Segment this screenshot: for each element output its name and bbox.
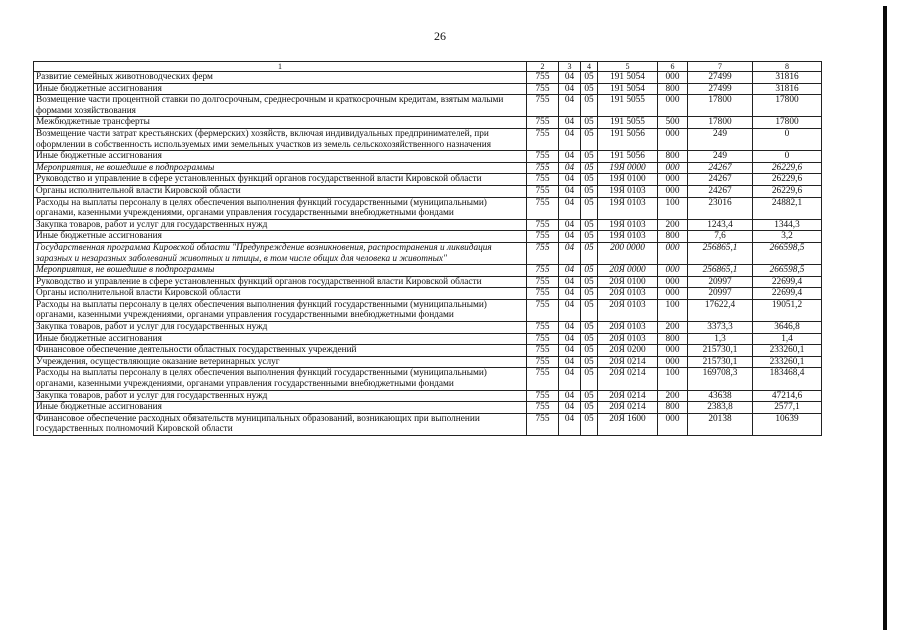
row-subsection-cell: 05 [581,174,598,186]
row-grbs-cell: 755 [527,402,559,414]
row-subsection-cell: 05 [581,128,598,150]
page-number: 26 [434,29,446,43]
row-section-cell: 04 [559,174,581,186]
row-name-cell: Закупка товаров, работ и услуг для государственных нужд [34,390,527,402]
row-amount-col7-cell: 215730,1 [688,345,753,357]
row-name-cell: Иные бюджетные ассигнования [34,83,527,95]
row-grbs-cell: 755 [527,151,559,163]
row-grbs-cell: 755 [527,333,559,345]
row-name-cell: Мероприятия, не вошедшие в подпрограммы [34,162,527,174]
table-row [34,299,822,321]
row-section-cell: 04 [559,83,581,95]
row-name-cell: Мероприятия, не вошедшие в подпрограммы [34,265,527,277]
row-amount-col8-cell: 22699,4 [753,288,822,300]
row-section-cell: 04 [559,356,581,368]
row-section-cell: 04 [559,288,581,300]
row-amount-col7-cell: 43638 [688,390,753,402]
table-row [34,117,822,129]
row-section-cell: 04 [559,219,581,231]
row-section-cell: 04 [559,185,581,197]
row-subsection-cell: 05 [581,219,598,231]
row-name-cell: Закупка товаров, работ и услуг для государственных нужд [34,322,527,334]
row-amount-col8-cell: 266598,5 [753,242,822,264]
table-row [34,390,822,402]
row-amount-col7-cell: 20997 [688,288,753,300]
column-header: 3 [559,62,581,72]
row-expense-type-cell: 000 [658,185,688,197]
row-subsection-cell: 05 [581,413,598,435]
row-amount-col8-cell: 17800 [753,95,822,117]
row-amount-col7-cell: 24267 [688,162,753,174]
row-expense-type-cell: 000 [658,162,688,174]
table-body [34,72,822,436]
row-name-cell: Иные бюджетные ассигнования [34,402,527,414]
column-header: 1 [34,62,527,72]
row-amount-col8-cell: 31816 [753,83,822,95]
column-header: 5 [598,62,658,72]
row-grbs-cell: 755 [527,174,559,186]
row-subsection-cell: 05 [581,242,598,264]
table-row [34,356,822,368]
row-name-cell: Закупка товаров, работ и услуг для государственных нужд [34,219,527,231]
row-section-cell: 04 [559,128,581,150]
row-amount-col8-cell: 31816 [753,72,822,84]
table-row [34,288,822,300]
row-amount-col7-cell: 256865,1 [688,242,753,264]
row-target-article-cell: 20Я 0103 [598,299,658,321]
row-grbs-cell: 755 [527,83,559,95]
row-amount-col8-cell: 26229,6 [753,185,822,197]
row-amount-col7-cell: 27499 [688,83,753,95]
row-grbs-cell: 755 [527,162,559,174]
row-target-article-cell: 20Я 0214 [598,390,658,402]
row-amount-col7-cell: 1,3 [688,333,753,345]
row-target-article-cell: 191 5056 [598,151,658,163]
row-amount-col7-cell: 3373,3 [688,322,753,334]
row-subsection-cell: 05 [581,265,598,277]
table-row [34,162,822,174]
row-expense-type-cell: 000 [658,356,688,368]
table-row [34,151,822,163]
row-section-cell: 04 [559,117,581,129]
row-expense-type-cell: 000 [658,345,688,357]
row-expense-type-cell: 000 [658,242,688,264]
row-name-cell: Финансовое обеспечение расходных обязательств муниципальных образований, возникающих при выполнении государственных полномочий Кировской области [34,413,527,435]
row-amount-col7-cell: 20997 [688,276,753,288]
row-name-cell: Расходы на выплаты персоналу в целях обеспечения выполнения функций государственными (муниципальными) органами, казенными учреждениями, органами управления государственными внебюджетными фондами [34,368,527,390]
row-amount-col8-cell: 24882,1 [753,197,822,219]
row-grbs-cell: 755 [527,276,559,288]
row-subsection-cell: 05 [581,185,598,197]
row-section-cell: 04 [559,333,581,345]
row-subsection-cell: 05 [581,197,598,219]
row-expense-type-cell: 000 [658,95,688,117]
table-row [34,83,822,95]
column-header: 7 [688,62,753,72]
row-amount-col7-cell: 23016 [688,197,753,219]
row-target-article-cell: 20Я 1600 [598,413,658,435]
row-grbs-cell: 755 [527,265,559,277]
row-expense-type-cell: 200 [658,390,688,402]
row-target-article-cell: 19Я 0103 [598,197,658,219]
row-expense-type-cell: 100 [658,368,688,390]
row-expense-type-cell: 800 [658,83,688,95]
table-row [34,333,822,345]
row-name-cell: Руководство и управление в сфере установленных функций органов государственной власти Кировской области [34,276,527,288]
row-section-cell: 04 [559,231,581,243]
row-section-cell: 04 [559,276,581,288]
row-target-article-cell: 20Я 0000 [598,265,658,277]
row-expense-type-cell: 000 [658,72,688,84]
row-amount-col8-cell: 0 [753,151,822,163]
row-grbs-cell: 755 [527,413,559,435]
row-expense-type-cell: 000 [658,128,688,150]
row-amount-col8-cell: 47214,6 [753,390,822,402]
row-name-cell: Иные бюджетные ассигнования [34,333,527,345]
row-name-cell: Органы исполнительной власти Кировской области [34,288,527,300]
row-name-cell: Финансовое обеспечение деятельности областных государственных учреждений [34,345,527,357]
row-amount-col7-cell: 24267 [688,174,753,186]
row-section-cell: 04 [559,197,581,219]
row-subsection-cell: 05 [581,402,598,414]
row-expense-type-cell: 000 [658,413,688,435]
column-header: 2 [527,62,559,72]
row-name-cell: Государственная программа Кировской области "Предупреждение возникновения, распространения и ликвидация заразных и незаразных заболеваний животных и птицы, в том числе общих для человека и животных" [34,242,527,264]
row-expense-type-cell: 800 [658,333,688,345]
row-expense-type-cell: 000 [658,265,688,277]
row-section-cell: 04 [559,299,581,321]
row-section-cell: 04 [559,151,581,163]
row-grbs-cell: 755 [527,242,559,264]
row-subsection-cell: 05 [581,95,598,117]
row-section-cell: 04 [559,242,581,264]
row-amount-col8-cell: 233260,1 [753,345,822,357]
row-grbs-cell: 755 [527,117,559,129]
row-grbs-cell: 755 [527,356,559,368]
row-amount-col8-cell: 26229,6 [753,162,822,174]
row-target-article-cell: 19Я 0100 [598,174,658,186]
row-subsection-cell: 05 [581,83,598,95]
row-section-cell: 04 [559,265,581,277]
row-target-article-cell: 191 5055 [598,95,658,117]
row-subsection-cell: 05 [581,151,598,163]
row-amount-col8-cell: 233260,1 [753,356,822,368]
row-amount-col8-cell: 266598,5 [753,265,822,277]
table-row [34,128,822,150]
row-grbs-cell: 755 [527,288,559,300]
table-row [34,345,822,357]
row-grbs-cell: 755 [527,390,559,402]
table-row [34,322,822,334]
row-amount-col7-cell: 17800 [688,117,753,129]
table-row [34,95,822,117]
row-expense-type-cell: 200 [658,322,688,334]
row-name-cell: Развитие семейных животноводческих ферм [34,72,527,84]
row-amount-col7-cell: 27499 [688,72,753,84]
row-amount-col8-cell: 10639 [753,413,822,435]
table-row [34,402,822,414]
row-subsection-cell: 05 [581,322,598,334]
row-expense-type-cell: 800 [658,402,688,414]
row-amount-col8-cell: 0 [753,128,822,150]
row-name-cell: Межбюджетные трансферты [34,117,527,129]
row-subsection-cell: 05 [581,333,598,345]
table-row [34,197,822,219]
row-section-cell: 04 [559,95,581,117]
row-amount-col8-cell: 1344,3 [753,219,822,231]
table-row [34,265,822,277]
row-amount-col7-cell: 17800 [688,95,753,117]
row-target-article-cell: 19Я 0103 [598,219,658,231]
row-target-article-cell: 19Я 0000 [598,162,658,174]
row-name-cell: Руководство и управление в сфере установленных функций органов государственной власти Кировской области [34,174,527,186]
table-row [34,368,822,390]
row-target-article-cell: 20Я 0214 [598,368,658,390]
row-amount-col8-cell: 17800 [753,117,822,129]
row-section-cell: 04 [559,345,581,357]
row-amount-col7-cell: 7,6 [688,231,753,243]
row-subsection-cell: 05 [581,345,598,357]
row-section-cell: 04 [559,72,581,84]
column-header: 6 [658,62,688,72]
row-section-cell: 04 [559,322,581,334]
row-expense-type-cell: 100 [658,197,688,219]
row-target-article-cell: 19Я 0103 [598,231,658,243]
table-row [34,219,822,231]
row-subsection-cell: 05 [581,288,598,300]
row-section-cell: 04 [559,402,581,414]
scan-edge-bar [883,6,887,630]
table-row [34,276,822,288]
row-amount-col7-cell: 215730,1 [688,356,753,368]
row-amount-col8-cell: 26229,6 [753,174,822,186]
row-name-cell: Иные бюджетные ассигнования [34,231,527,243]
row-subsection-cell: 05 [581,276,598,288]
row-grbs-cell: 755 [527,185,559,197]
row-grbs-cell: 755 [527,368,559,390]
table-row [34,231,822,243]
row-amount-col7-cell: 2383,8 [688,402,753,414]
row-target-article-cell: 20Я 0214 [598,356,658,368]
table-row [34,174,822,186]
budget-table [33,61,822,436]
row-target-article-cell: 19Я 0103 [598,185,658,197]
row-amount-col7-cell: 1243,4 [688,219,753,231]
row-expense-type-cell: 500 [658,117,688,129]
row-name-cell: Органы исполнительной власти Кировской области [34,185,527,197]
column-header: 4 [581,62,598,72]
row-target-article-cell: 20Я 0214 [598,402,658,414]
row-target-article-cell: 191 5056 [598,128,658,150]
row-target-article-cell: 20Я 0100 [598,276,658,288]
row-section-cell: 04 [559,368,581,390]
row-expense-type-cell: 800 [658,231,688,243]
row-target-article-cell: 191 5054 [598,83,658,95]
row-expense-type-cell: 000 [658,276,688,288]
row-subsection-cell: 05 [581,390,598,402]
row-section-cell: 04 [559,390,581,402]
row-expense-type-cell: 100 [658,299,688,321]
row-target-article-cell: 20Я 0103 [598,333,658,345]
row-section-cell: 04 [559,162,581,174]
row-grbs-cell: 755 [527,219,559,231]
row-name-cell: Иные бюджетные ассигнования [34,151,527,163]
table-row [34,72,822,84]
row-expense-type-cell: 800 [658,151,688,163]
row-name-cell: Возмещение части затрат крестьянских (фермерских) хозяйств, включая индивидуальных предпринимателей, при оформлении в собственность используемых ими земельных участков из земель сельскохозяйственного назначения [34,128,527,150]
row-grbs-cell: 755 [527,95,559,117]
row-grbs-cell: 755 [527,231,559,243]
row-target-article-cell: 20Я 0200 [598,345,658,357]
header-row [34,62,822,72]
row-subsection-cell: 05 [581,162,598,174]
row-name-cell: Расходы на выплаты персоналу в целях обеспечения выполнения функций государственными (муниципальными) органами, казенными учреждениями, органами управления государственными внебюджетными фондами [34,299,527,321]
row-amount-col7-cell: 20138 [688,413,753,435]
row-target-article-cell: 20Я 0103 [598,288,658,300]
row-subsection-cell: 05 [581,356,598,368]
row-amount-col7-cell: 249 [688,128,753,150]
row-expense-type-cell: 000 [658,174,688,186]
row-amount-col8-cell: 183468,4 [753,368,822,390]
row-expense-type-cell: 200 [658,219,688,231]
row-amount-col7-cell: 256865,1 [688,265,753,277]
row-amount-col8-cell: 2577,1 [753,402,822,414]
row-target-article-cell: 20Я 0103 [598,322,658,334]
row-amount-col7-cell: 24267 [688,185,753,197]
row-grbs-cell: 755 [527,197,559,219]
table-row [34,242,822,264]
row-amount-col7-cell: 17622,4 [688,299,753,321]
row-amount-col8-cell: 1,4 [753,333,822,345]
row-amount-col8-cell: 22699,4 [753,276,822,288]
row-subsection-cell: 05 [581,117,598,129]
row-amount-col8-cell: 19051,2 [753,299,822,321]
row-subsection-cell: 05 [581,231,598,243]
row-target-article-cell: 191 5054 [598,72,658,84]
row-name-cell: Расходы на выплаты персоналу в целях обеспечения выполнения функций государственными (муниципальными) органами, казенными учреждениями, органами управления государственными внебюджетными фондами [34,197,527,219]
row-amount-col7-cell: 249 [688,151,753,163]
row-subsection-cell: 05 [581,72,598,84]
row-subsection-cell: 05 [581,368,598,390]
row-grbs-cell: 755 [527,322,559,334]
table-row [34,185,822,197]
row-expense-type-cell: 000 [658,288,688,300]
row-target-article-cell: 191 5055 [598,117,658,129]
row-grbs-cell: 755 [527,299,559,321]
row-grbs-cell: 755 [527,72,559,84]
row-name-cell: Возмещение части процентной ставки по долгосрочным, среднесрочным и краткосрочным кредитам, взятым малыми формами хозяйствования [34,95,527,117]
row-amount-col7-cell: 169708,3 [688,368,753,390]
row-amount-col8-cell: 3646,8 [753,322,822,334]
row-subsection-cell: 05 [581,299,598,321]
row-grbs-cell: 755 [527,345,559,357]
row-target-article-cell: 200 0000 [598,242,658,264]
row-name-cell: Учреждения, осуществляющие оказание ветеринарных услуг [34,356,527,368]
row-section-cell: 04 [559,413,581,435]
row-amount-col8-cell: 3,2 [753,231,822,243]
table-row [34,413,822,435]
row-grbs-cell: 755 [527,128,559,150]
column-header: 8 [753,62,822,72]
